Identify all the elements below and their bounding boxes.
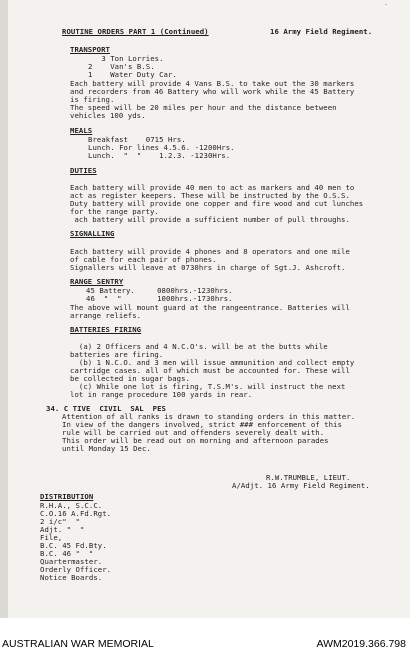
batteries-firing-line: lot in range procedure 100 yards in rear. bbox=[70, 390, 253, 399]
batteries-firing-line: cartridge cases. all of which must be accounted for. These will bbox=[70, 366, 350, 375]
batteries-firing-line: batteries are firing. bbox=[70, 350, 164, 359]
transport-line: vehicles 100 yds. bbox=[70, 111, 146, 120]
signalling-heading: SIGNALLING bbox=[70, 229, 115, 238]
distribution-item: Adjt. " " bbox=[40, 525, 85, 534]
distribution-item: Orderly Officer. bbox=[40, 565, 112, 574]
corner-mark: . bbox=[384, 0, 388, 7]
signalling-line: Signallers will leave at 0730hrs in charge of Sgt.J. Ashcroft. bbox=[70, 263, 346, 272]
range-sentry-heading: RANGE SENTRY bbox=[70, 277, 124, 286]
range-sentry-line: 45 Battery. 0800hrs.-1230hrs. bbox=[86, 286, 233, 295]
batteries-firing-line: (a) 2 Officers and 4 N.C.O's. will be at the butts while bbox=[70, 342, 328, 351]
duties-heading: DUTIES bbox=[70, 166, 97, 175]
duties-line: ach battery will provide a sufficient number of pull throughs. bbox=[70, 215, 350, 224]
meals-line: Breakfast 0715 Hrs. bbox=[88, 135, 186, 144]
item-34-line: rule will be carried out and offenders severely dealt with. bbox=[62, 428, 325, 437]
distribution-item: 2 i/c" " bbox=[40, 517, 80, 526]
transport-line: and recorders from 46 Battery who will work while the 45 Battery bbox=[70, 87, 355, 96]
batteries-firing-line: be collected in sugar bags. bbox=[70, 374, 190, 383]
item-34-line: until Monday 15 Dec. bbox=[62, 444, 151, 453]
reference-number: AWM2019.366.798 bbox=[316, 638, 406, 650]
signature-role: A/Adjt. 16 Army Field Regiment. bbox=[232, 481, 370, 490]
transport-line: is firing. bbox=[70, 95, 115, 104]
item-34-heading: 34. C TIVE CIVIL SAL PES bbox=[46, 404, 166, 413]
batteries-firing-line: (c) While one lot is firing, T.S.M's. will instruct the next bbox=[70, 382, 346, 391]
batteries-firing-heading: BATTERIES FIRING bbox=[70, 325, 142, 334]
duties-line: for the range party. bbox=[70, 207, 159, 216]
transport-line: Each battery will provide 4 Vans B.S. to take out the 30 markers bbox=[70, 79, 355, 88]
transport-line: The speed will be 20 miles per hour and the distance between bbox=[70, 103, 337, 112]
duties-line: act as register keepers. These will be instructed by the O.S.S. bbox=[70, 191, 350, 200]
signalling-line: of cable for each pair of phones. bbox=[70, 255, 217, 264]
duties-line: Each battery will provide 40 men to act as markers and 40 men to bbox=[70, 183, 355, 192]
duties-line: Duty battery will provide one copper and fire wood and cut lunches bbox=[70, 199, 364, 208]
distribution-item: File, bbox=[40, 533, 63, 542]
item-34-line: In view of the dangers involved, strict ### enforcement of this bbox=[62, 420, 342, 429]
transport-item: 3 Ton Lorries. bbox=[88, 54, 164, 63]
distribution-heading: DISTRIBUTION bbox=[40, 492, 94, 501]
transport-item: 1 Water Duty Car. bbox=[88, 70, 177, 79]
item-34-line: This order will be read out on morning and afternoon parades bbox=[62, 436, 329, 445]
distribution-item: Quartermaster. bbox=[40, 557, 103, 566]
distribution-item: Notice Boards. bbox=[40, 573, 103, 582]
document-title: ROUTINE ORDERS PART 1 (Continued) bbox=[62, 27, 209, 36]
distribution-item: R.H.A., S.C.C. bbox=[40, 501, 103, 510]
transport-item: 2 Van's B.S. bbox=[88, 62, 155, 71]
range-sentry-line: arrange reliefs. bbox=[70, 311, 142, 320]
institution-label: AUSTRALIAN WAR MEMORIAL bbox=[2, 638, 154, 650]
signature-name: R.W.TRUMBLE, LIEUT. bbox=[266, 473, 351, 482]
transport-heading: TRANSPORT bbox=[70, 45, 110, 54]
item-34-line: Attention of all ranks is drawn to standing orders in this matter. bbox=[62, 412, 356, 421]
archive-footer bbox=[0, 618, 410, 653]
batteries-firing-line: (b) 1 N.C.O. and 3 men will issue ammunition and collect empty bbox=[70, 358, 355, 367]
distribution-item: B.C. 46 " " bbox=[40, 549, 94, 558]
distribution-item: C.O.16 A.Fd.Rgt. bbox=[40, 509, 112, 518]
range-sentry-line: 46 " " 1000hrs.-1730hrs. bbox=[86, 294, 233, 303]
signalling-line: Each battery will provide 4 phones and 8 operators and one mile bbox=[70, 247, 350, 256]
meals-line: Lunch. " " 1.2.3. -1230Hrs. bbox=[88, 151, 231, 160]
meals-heading: MEALS bbox=[70, 126, 93, 135]
unit-name: 16 Army Field Regiment. bbox=[270, 27, 373, 36]
range-sentry-line: The above will mount guard at the rangeentrance. Batteries will bbox=[70, 303, 350, 312]
meals-line: Lunch. For lines 4.5.6. -1200Hrs. bbox=[88, 143, 235, 152]
distribution-item: B.C. 45 Fd.Bty. bbox=[40, 541, 107, 550]
